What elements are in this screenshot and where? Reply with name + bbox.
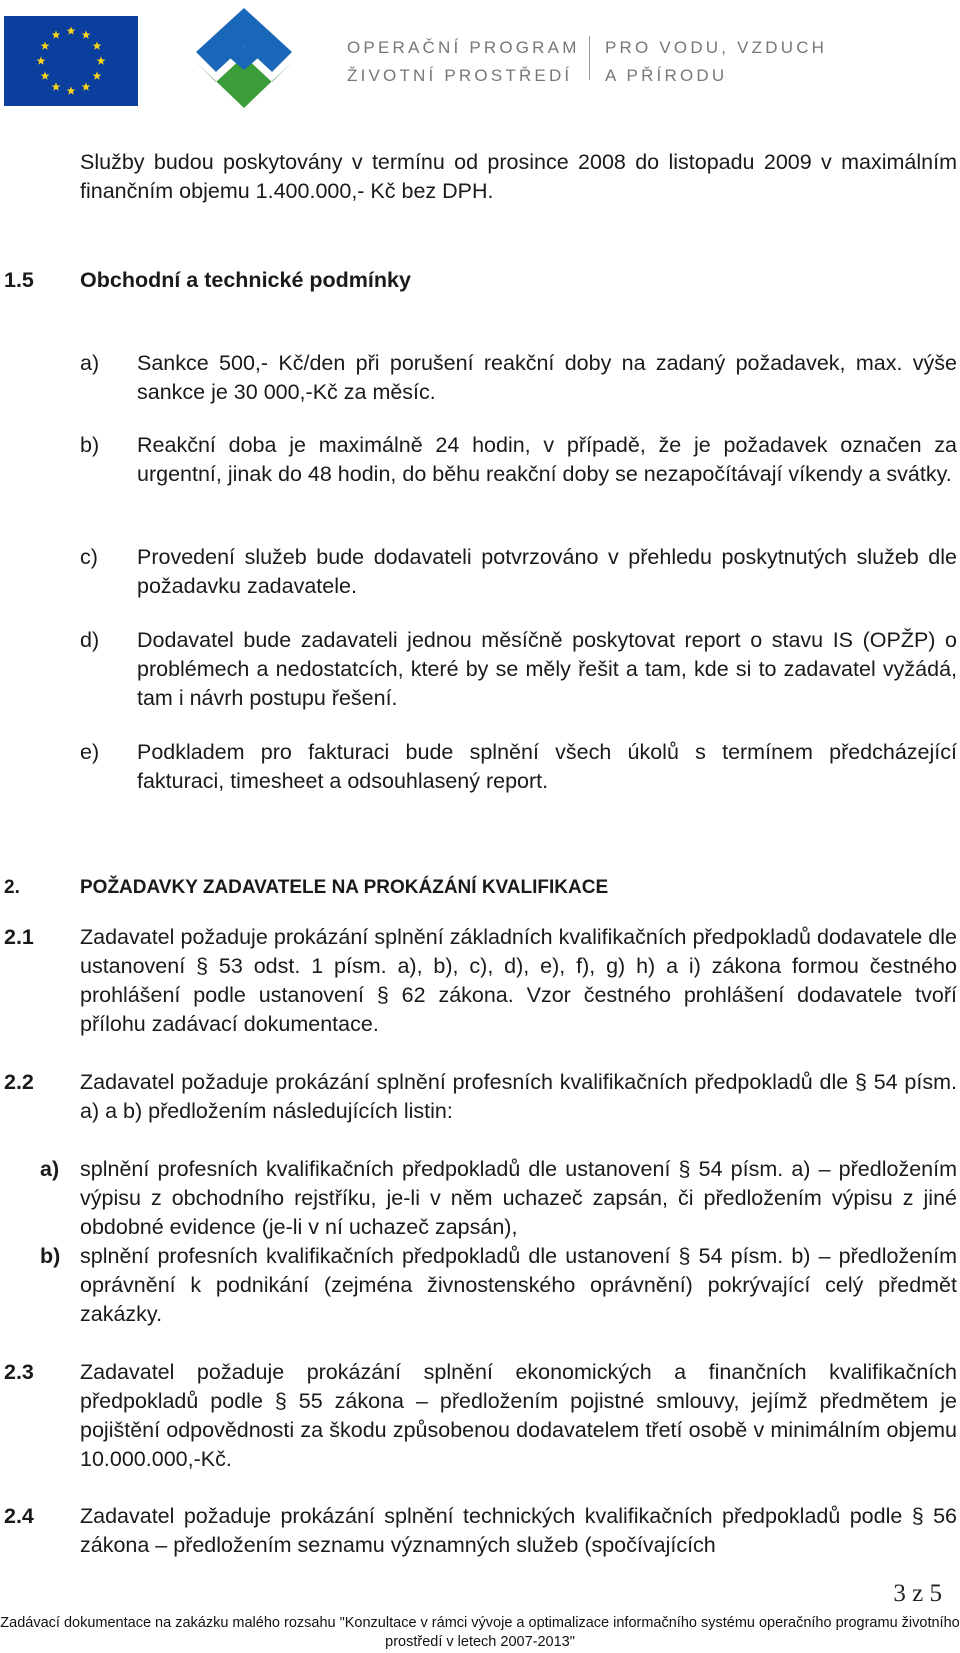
item-text: Provedení služeb bude dodavateli potvrzováno v přehledu poskytnutých služeb dle požadavku zadavatele. — [137, 545, 957, 598]
paragraph-number: 2.4 — [4, 1504, 34, 1528]
item-label: a) — [80, 351, 100, 375]
item-label: d) — [80, 628, 100, 652]
program-name — [347, 34, 580, 90]
program-line-2: ŽIVOTNÍ PROSTŘEDÍ — [347, 66, 573, 85]
program-line-1: OPERAČNÍ PROGRAM — [347, 38, 580, 57]
paragraph-2-3: Zadavatel požaduje prokázání splnění ekonomických a finančních kvalifikačních předpokladů podle § 55 zákona – předložením pojistné smlouvy, jejímž předmětem je pojištění odpovědnosti za škodu způsobenou dodavatelem třetí osobě v minimálním objemu 10.000.000,-Kč. — [80, 1360, 957, 1471]
paragraph-number: 2.3 — [4, 1360, 34, 1384]
motto-line-2: A PŘÍRODU — [605, 66, 728, 85]
list-label: b) — [40, 1244, 61, 1268]
paragraph-2-4: Zadavatel požaduje prokázání splnění technických kvalifikačních předpokladů podle § 56 zákona – předložením seznamu významných služeb (spočívajících — [80, 1504, 957, 1557]
item-text: Dodavatel bude zadavateli jednou měsíčně poskytovat report o stavu IS (OPŽP) o problémech a nedostatcích, které by se měly řešit a tam, kde si to zadavatel vyžádá, tam i návrh postupu řešení. — [137, 628, 957, 710]
header-divider — [589, 36, 590, 80]
paragraph-2-1: Zadavatel požaduje prokázání splnění základních kvalifikačních předpokladů dodavatele dle ustanovení § 53 odst. 1 písm. a), b), c), d), e), f), g) h) a i) zákona formou čestného prohlášení podle ustanovení § 62 zákona. Vzor čestného prohlášení dodavatele tvoří přílohu zadávací dokumentace. — [80, 925, 957, 1036]
section-1-5-title: Obchodní a technické podmínky — [80, 268, 411, 292]
opzp-logo — [192, 6, 296, 110]
item-text: Sankce 500,- Kč/den při porušení reakční doby na zadaný požadavek, max. výše sankce je 30 000,-Kč za měsíc. — [137, 351, 957, 404]
page-header — [0, 0, 960, 115]
item-label: e) — [80, 740, 100, 764]
program-motto — [605, 34, 827, 90]
section-1-5-number: 1.5 — [4, 268, 34, 292]
intro-paragraph: Služby budou poskytovány v termínu od prosince 2008 do listopadu 2009 v maximálním finančním objemu 1.400.000,- Kč bez DPH. — [80, 150, 957, 203]
paragraph-2-2: Zadavatel požaduje prokázání splnění profesních kvalifikačních předpokladů dle § 54 písm. a) a b) předložením následujících listin: — [80, 1070, 957, 1123]
item-label: b) — [80, 433, 100, 457]
item-text: Reakční doba je maximálně 24 hodin, v případě, že je požadavek označen za urgentní, jinak do 48 hodin, do běhu reakční doby se nezapočítávají víkendy a svátky. — [137, 433, 957, 486]
list-item: splnění profesních kvalifikačních předpokladů dle ustanovení § 54 písm. a) – předložením výpisu z obchodního rejstříku, je-li v něm uchazeč zapsán, či předložením výpisu z jiné obdobné evidence (je-li v ní uchazeč zapsán), — [80, 1157, 957, 1239]
page-number: 3 z 5 — [893, 1580, 942, 1607]
eu-flag-logo — [4, 16, 138, 106]
list-label: a) — [40, 1157, 60, 1181]
item-text: Podkladem pro fakturaci bude splnění všech úkolů s termínem předcházející fakturaci, timesheet a odsouhlasený report. — [137, 740, 957, 793]
item-label: c) — [80, 545, 98, 569]
footer-note: Zadávací dokumentace na zakázku malého rozsahu "Konzultace v rámci vývoje a optimalizace informačního systému operačního programu životního prostředí v letech 2007-2013" — [0, 1615, 960, 1650]
paragraph-number: 2.1 — [4, 925, 34, 949]
section-2-number: 2. — [4, 877, 20, 898]
motto-line-1: PRO VODU, VZDUCH — [605, 38, 828, 57]
list-item: splnění profesních kvalifikačních předpokladů dle ustanovení § 54 písm. b) – předložením oprávnění k podnikání (zejména živnostenského oprávnění) pokrývající celý předmět zakázky. — [80, 1244, 957, 1326]
section-2-title: POŽADAVKY ZADAVATELE NA PROKÁZÁNÍ KVALIFIKACE — [80, 877, 609, 898]
paragraph-number: 2.2 — [4, 1070, 34, 1094]
